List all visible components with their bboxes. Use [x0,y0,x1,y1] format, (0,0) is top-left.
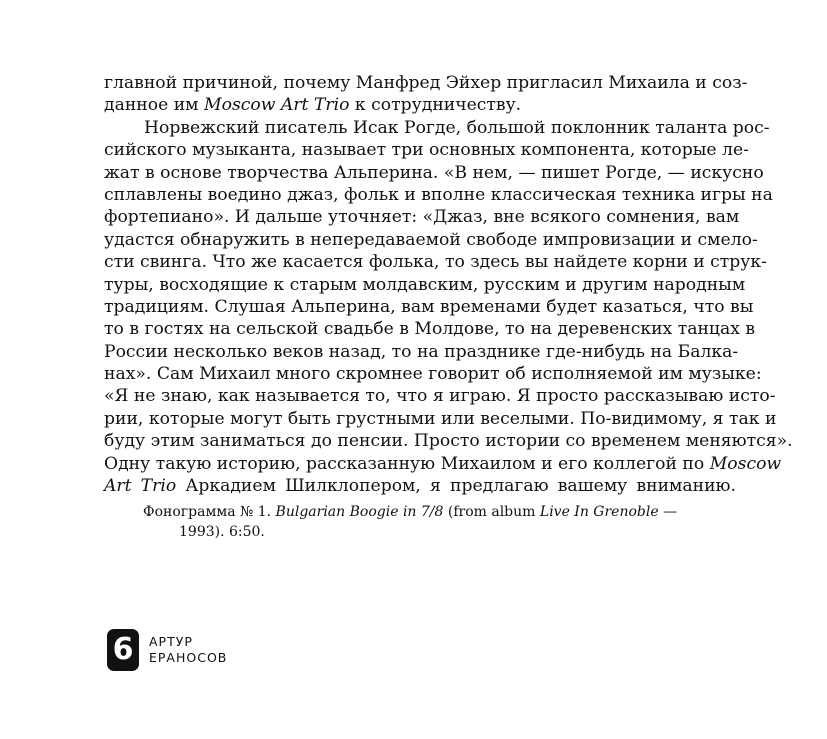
text-line: буду этим заниматься до пенсии. Просто истории со временем меняются». [104,431,793,452]
page-body [104,72,793,497]
caption-line: 1993). 6:50. [179,524,265,540]
italic-title: Moscow [709,453,782,474]
text-run: к сотрудничеству. [349,95,522,116]
caption-line [143,502,703,522]
text-line: сийского музыканта, называет три основных компонента, которые ле- [104,140,749,161]
author-first-name: АРТУР [149,634,193,649]
text-line: рии, которые могут быть грустными или веселыми. По-видимому, я так и [104,408,777,429]
text-line [104,94,736,116]
page-number: 6 [107,629,139,671]
text-line: удастся обнаружить в непередаваемой свободе импровизации и смело- [104,229,758,250]
album-title: Live In Grenoble [539,504,659,520]
text-line: жат в основе творчества Альперина. «В нем, — пишет Рогде, — искусно [104,162,764,183]
text-line: фортепиано». И дальше уточняет: «Джаз, вне всякого сомнения, вам [104,207,740,228]
italic-title: Art Trio [104,476,177,497]
page-footer [107,628,227,672]
text-line [104,475,736,497]
text-line: России несколько веков назад, то на празднике где-нибудь на Балка- [104,341,739,362]
caption-from: (from album [443,504,540,520]
author-last-name: ЕРАНОСОВ [149,650,228,665]
italic-title: Moscow Art Trio [204,95,350,116]
text-line: нах». Сам Михаил много скромнее говорит об исполняемой им музыке: [104,364,762,385]
text-run: данное им [104,95,205,116]
text-line: сти свинга. Что же касается фолька, то здесь вы найдете корни и струк- [104,252,767,273]
text-line: «Я не знаю, как называется то, что я играю. Я просто рассказываю исто- [104,386,776,407]
caption-dash: — [658,504,678,520]
text-line: Норвежский писатель Исак Рогде, большой поклонник таланта рос- [144,117,770,138]
text-run: Аркадием Шилклопером, я предлагаю вашему вниманию. [176,476,736,497]
paragraph-1 [104,72,748,117]
text-run: Одну такую историю, рассказанную Михаилом и его коллегой по [104,453,710,474]
text-line: то в гостях на сельской свадьбе в Молдове, то на деревенских танцах в [104,319,756,340]
phonogram-caption [143,502,703,542]
text-line: туры, восходящие к старым молдавским, русским и другим народным [104,274,746,295]
text-line: традициям. Слушая Альперина, вам временами будет казаться, что вы [104,296,754,317]
text-line: сплавлены воедино джаз, фольк и вполне классическая техника игры на [104,184,773,205]
author-name [149,634,227,666]
text-line [104,453,782,475]
paragraph-2 [104,117,793,498]
track-title: Bulgarian Boogie in 7/8 [275,504,444,520]
caption-prefix: Фонограмма № 1. [143,504,276,520]
text-line: главной причиной, почему Манфред Эйхер пригласил Михаила и соз- [104,73,748,93]
